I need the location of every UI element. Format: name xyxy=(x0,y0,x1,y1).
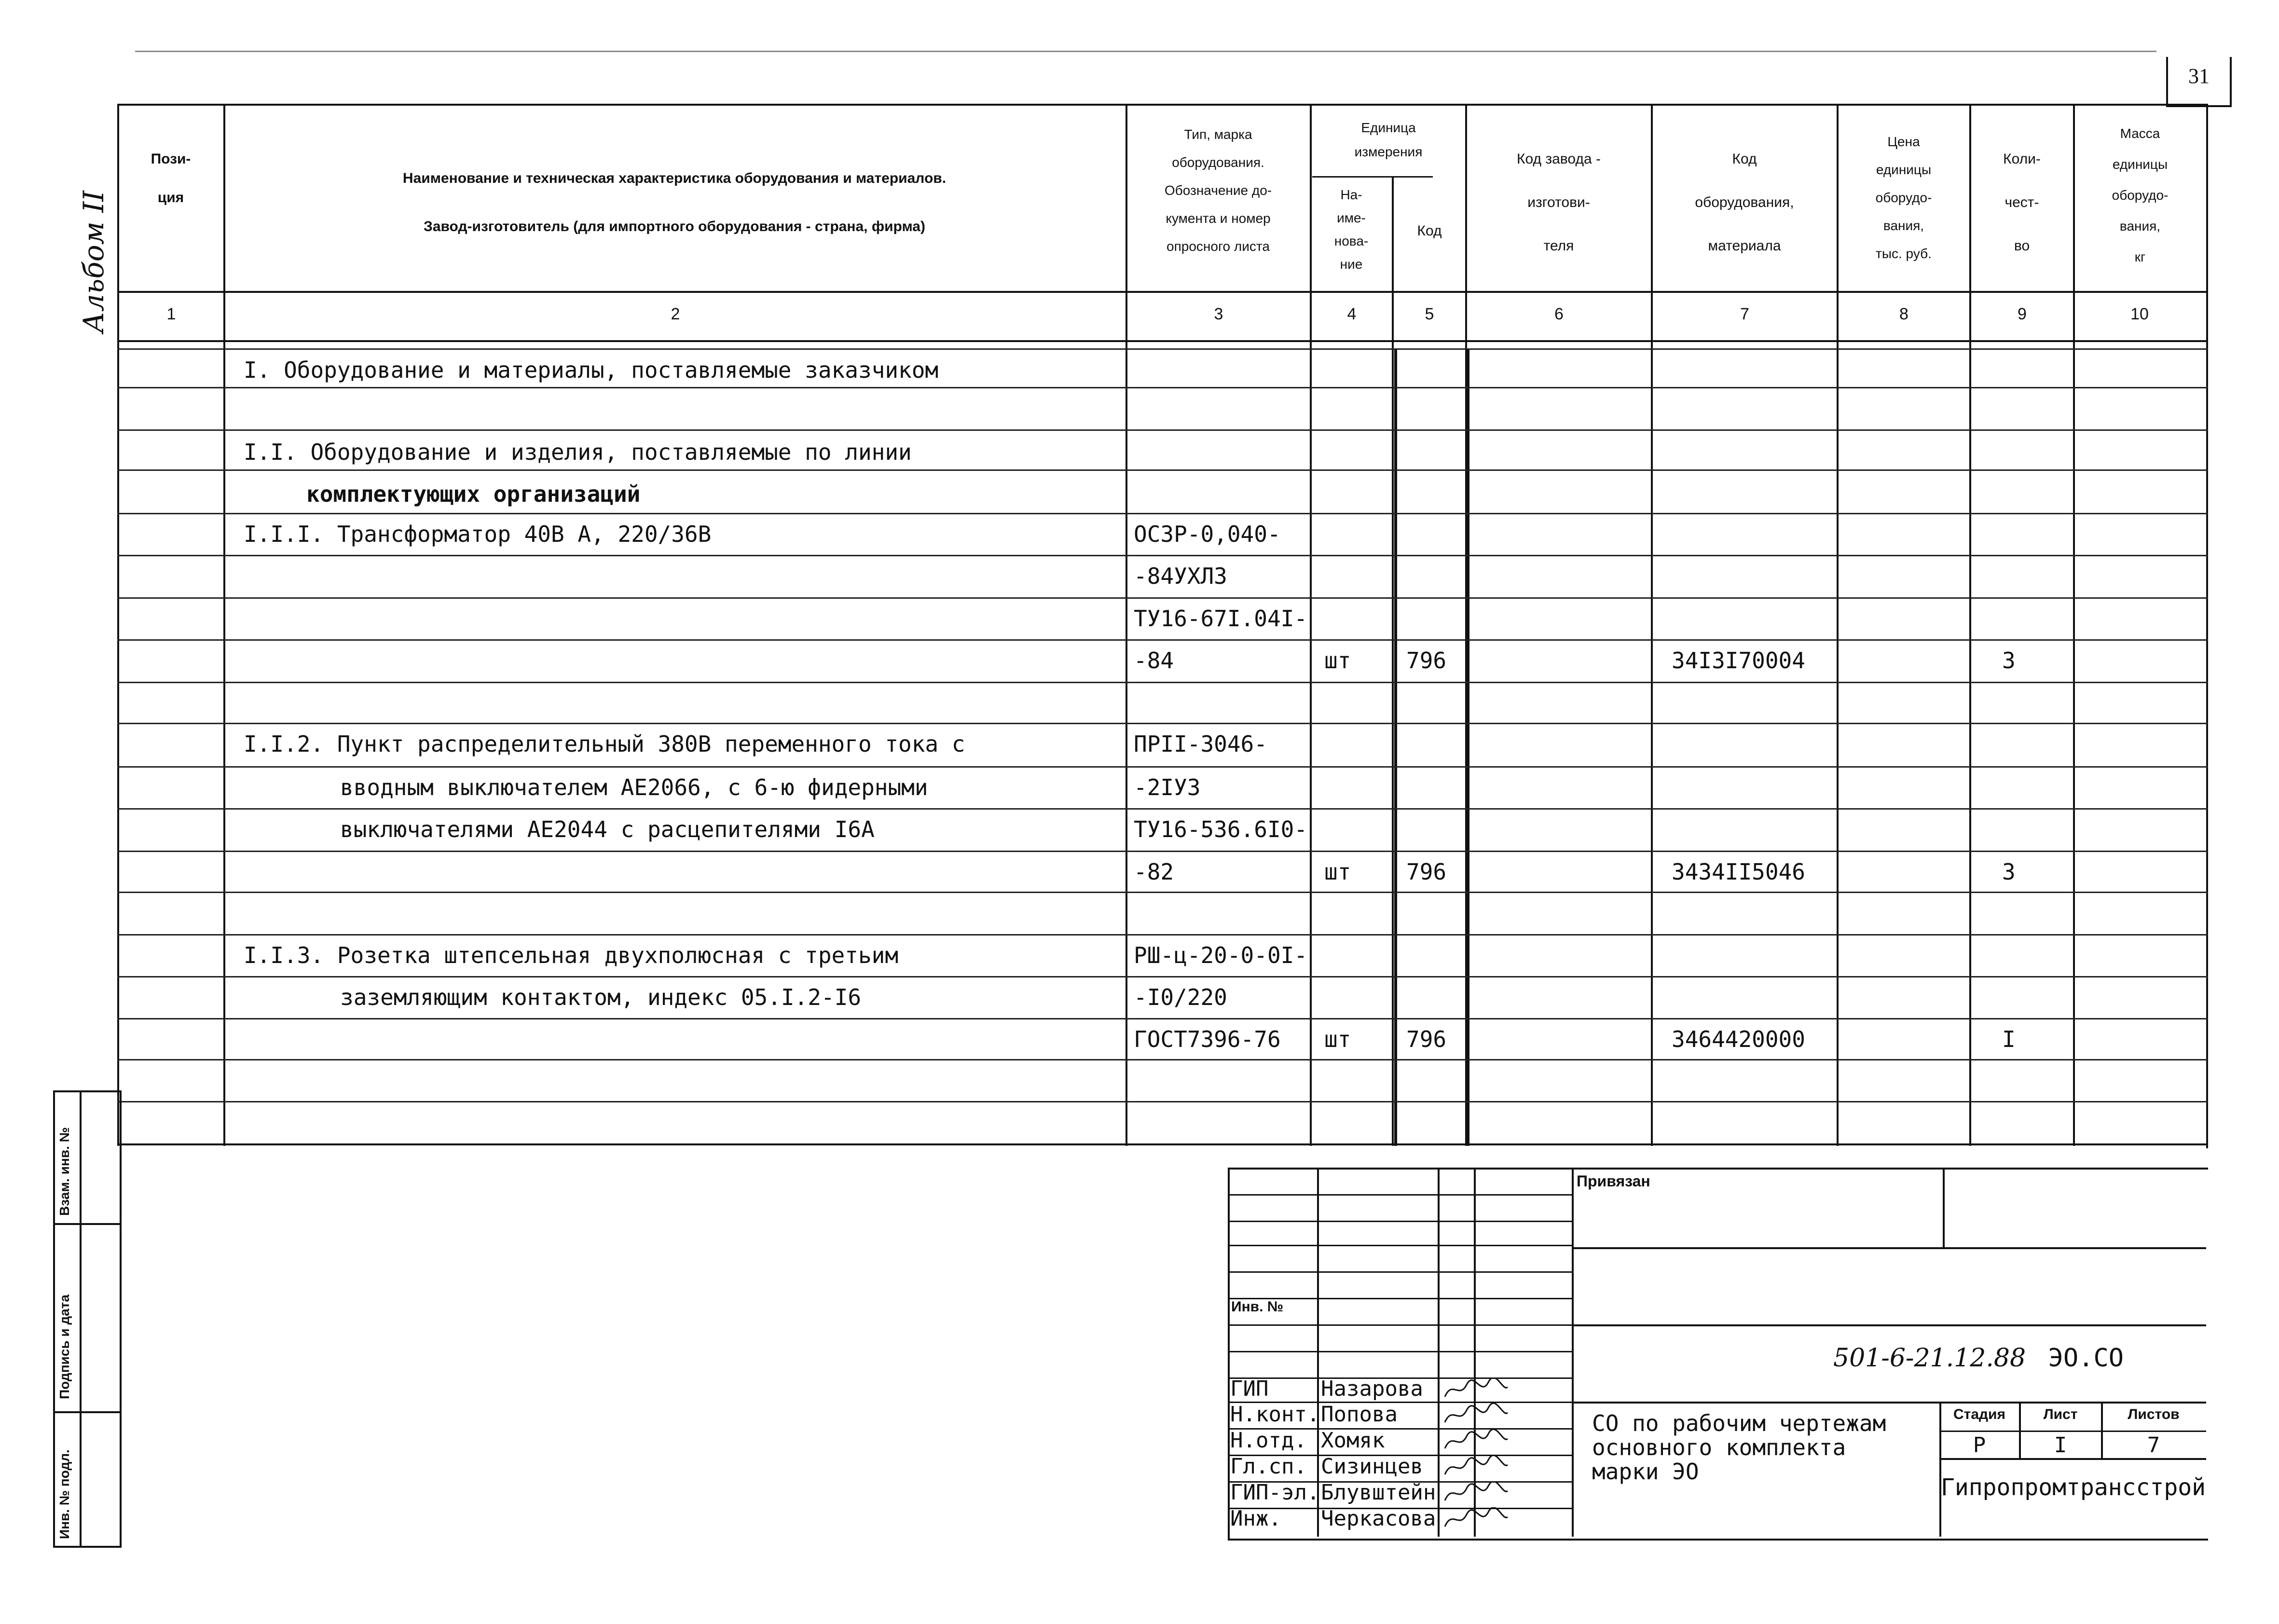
row-line xyxy=(117,1018,2208,1019)
side-inv-podl: Инв. № подл. xyxy=(57,1449,72,1539)
row-line xyxy=(117,1059,2208,1060)
row-name: заземляющим контактом, индекс 05.I.2-I6 xyxy=(340,984,862,1010)
staff-role: ГИП-эл. xyxy=(1230,1480,1320,1505)
row-line xyxy=(117,851,2208,852)
side-vzam: Взам. инв. № xyxy=(57,1127,72,1216)
row-equipment-code: 34I3I70004 xyxy=(1672,647,1805,674)
staff-name: Сизинцев xyxy=(1321,1454,1423,1479)
header-unit-group: Единица измерения xyxy=(1354,120,1423,159)
row-name: I.I. Оборудование и изделия, поставляемые по линии xyxy=(244,439,912,465)
frame-left xyxy=(117,104,119,1146)
header-mass: Масса единицы оборудо- вания, кг xyxy=(2112,126,2169,264)
row-unit: шт xyxy=(1324,1026,1351,1052)
stage-label: Стадия xyxy=(1953,1406,2006,1422)
row-type: -82 xyxy=(1134,859,1174,885)
row-type: -84 xyxy=(1134,647,1174,674)
column-number: 8 xyxy=(1899,305,1908,323)
doc-code: 501-6-21.12.88 ЭО.СО xyxy=(1833,1344,2124,1373)
row-line xyxy=(117,892,2208,893)
signature xyxy=(1442,1429,1510,1453)
row-line xyxy=(117,387,2208,388)
row-type: ПРII-3046- xyxy=(1134,731,1267,757)
row-line xyxy=(117,808,2208,810)
staff-name: Блувштейн xyxy=(1321,1480,1436,1505)
row-line xyxy=(117,766,2208,768)
column-number: 6 xyxy=(1554,305,1564,323)
row-line xyxy=(117,1101,2208,1102)
tb-row-line xyxy=(1228,1324,1572,1326)
staff-role: ГИП xyxy=(1230,1376,1269,1401)
side-stamp-split xyxy=(80,1090,82,1546)
tb-row-line xyxy=(1228,1245,1572,1246)
header-name: Наименование и техническая характеристика оборудования и материалов. Завод-изготовитель (для импортного оборудования - страна, фирма) xyxy=(402,170,947,234)
column-number: 4 xyxy=(1347,305,1357,323)
organization: Гипропромтрансстрой xyxy=(1940,1474,2206,1501)
staff-name: Хомяк xyxy=(1321,1428,1385,1453)
row-line xyxy=(117,639,2208,641)
row-equipment-code: 3464420000 xyxy=(1672,1026,1805,1052)
row-type: ОСЗР-0,040- xyxy=(1134,521,1281,547)
tb-h-title xyxy=(1572,1402,2206,1404)
col-sep-1 xyxy=(223,104,225,1146)
row-type: РШ-ц-20-0-0I- xyxy=(1134,942,1308,968)
staff-role: Н.конт. xyxy=(1230,1402,1320,1427)
header-top-line xyxy=(117,104,2208,106)
tb-h-privyazan xyxy=(1572,1247,2206,1249)
row-line xyxy=(117,934,2208,936)
row-quantity: 3 xyxy=(2002,647,2016,674)
row-line xyxy=(117,723,2208,724)
sheet-number-box xyxy=(2166,57,2232,107)
header-factory-code: Код завода - изготови- теля xyxy=(1517,151,1601,254)
header-unit-code: Код xyxy=(1417,223,1442,239)
staff-role: Гл.сп. xyxy=(1230,1454,1307,1479)
sheets-value: 7 xyxy=(2147,1433,2160,1458)
header-type: Тип, марка оборудования. Обозначение до- кумента и номер опросного листа xyxy=(1164,127,1272,254)
signature xyxy=(1442,1377,1510,1402)
row-name: комплектующих организаций xyxy=(306,481,641,507)
row-name: выключателями АЕ2044 с расцепителями I6А xyxy=(340,816,875,842)
row-type: ТУ16-536.6I0- xyxy=(1134,816,1308,842)
header-unit-name: На- име- нова- ние xyxy=(1334,187,1369,272)
tb-h-stage-values xyxy=(1939,1458,2206,1460)
row-name: I.I.I. Трансформатор 40В А, 220/36В xyxy=(244,521,712,547)
sheet-number: 31 xyxy=(2188,64,2210,88)
column-number: 3 xyxy=(1214,305,1223,323)
signature xyxy=(1442,1481,1510,1505)
row-line xyxy=(117,513,2208,514)
top-rule xyxy=(135,51,2156,52)
tb-privyazan: Привязан xyxy=(1577,1172,1650,1190)
tb-row-line xyxy=(1228,1221,1572,1222)
row-quantity: 3 xyxy=(2002,859,2016,885)
tb-inv-no: Инв. № xyxy=(1231,1299,1284,1315)
table-bottom-line xyxy=(117,1143,2208,1145)
sheet-value: I xyxy=(2054,1433,2067,1458)
row-unit: шт xyxy=(1324,647,1351,674)
side-stamp-line-1 xyxy=(53,1223,120,1225)
tb-v4 xyxy=(1572,1168,1574,1537)
row-name: I.I.2. Пункт распределительный 380В переменного тока с xyxy=(244,731,965,757)
header-price: Цена единицы оборудо- вания, тыс. руб. xyxy=(1875,134,1932,261)
row-equipment-code: 3434II5046 xyxy=(1672,859,1805,885)
colnum-bottom-line xyxy=(117,340,2208,342)
tb-h-stage-labels xyxy=(1939,1431,2206,1432)
row-line xyxy=(117,555,2208,556)
row-unit: шт xyxy=(1324,859,1351,885)
row-type: ТУ16-67I.04I- xyxy=(1134,606,1308,632)
signature xyxy=(1442,1507,1510,1531)
sheets-label: Листов xyxy=(2128,1406,2180,1422)
row-line xyxy=(117,469,2208,471)
row-type: -2IУ3 xyxy=(1134,774,1201,800)
row-type: -84УХЛ3 xyxy=(1134,563,1227,589)
staff-name: Назарова xyxy=(1321,1376,1423,1401)
side-stamp-line-2 xyxy=(53,1411,120,1413)
unit-split-line xyxy=(1312,176,1433,178)
row-line xyxy=(117,348,2208,350)
staff-name: Попова xyxy=(1321,1402,1398,1427)
side-podpis: Подпись и дата xyxy=(57,1294,72,1399)
row-line xyxy=(117,597,2208,599)
column-number: 7 xyxy=(1740,305,1749,323)
row-line xyxy=(117,682,2208,683)
staff-role: Инж. xyxy=(1230,1506,1281,1531)
column-number: 9 xyxy=(2018,305,2027,323)
row-line xyxy=(117,976,2208,977)
row-type: ГОСТ7396-76 xyxy=(1134,1026,1281,1052)
column-number: 1 xyxy=(166,305,176,323)
album-note: Альбом II xyxy=(77,190,110,333)
row-line xyxy=(117,429,2208,431)
signature xyxy=(1442,1455,1510,1479)
frame-right xyxy=(2206,104,2208,1148)
signature xyxy=(1442,1403,1510,1427)
column-number: 10 xyxy=(2130,305,2149,323)
staff-name: Черкасова xyxy=(1321,1506,1436,1531)
header-position: Пози- ция xyxy=(151,151,191,206)
header-quantity: Коли- чест- во xyxy=(2003,151,2041,254)
doc-title: СО по рабочим чертежам основного комплекта марки ЭО xyxy=(1592,1410,1886,1485)
row-name: I.I.3. Розетка штепсельная двухполюсная с третьим xyxy=(244,942,899,968)
stage-value: Р xyxy=(1973,1433,1986,1458)
row-unit-code: 796 xyxy=(1406,647,1447,674)
tb-row-line xyxy=(1228,1194,1572,1196)
row-type: -I0/220 xyxy=(1134,984,1227,1010)
tb-privyazan-split xyxy=(1943,1168,1945,1247)
tb-h-code xyxy=(1572,1324,2206,1326)
tb-row-line xyxy=(1228,1271,1572,1273)
column-number: 5 xyxy=(1425,305,1434,323)
row-name: I. Оборудование и материалы, поставляемые заказчиком xyxy=(244,357,939,383)
tb-row-line xyxy=(1228,1351,1572,1352)
sheet-label: Лист xyxy=(2043,1406,2078,1422)
row-unit-code: 796 xyxy=(1406,1026,1447,1052)
row-unit-code: 796 xyxy=(1406,859,1447,885)
row-name: вводным выключателем АЕ2066, с 6-ю фидерными xyxy=(340,774,928,800)
staff-role: Н.отд. xyxy=(1230,1428,1307,1453)
row-quantity: I xyxy=(2002,1026,2016,1052)
header-equipment-code: Код оборудования, материала xyxy=(1695,151,1794,254)
header-bottom-line xyxy=(117,291,2208,293)
column-number: 2 xyxy=(671,305,680,323)
